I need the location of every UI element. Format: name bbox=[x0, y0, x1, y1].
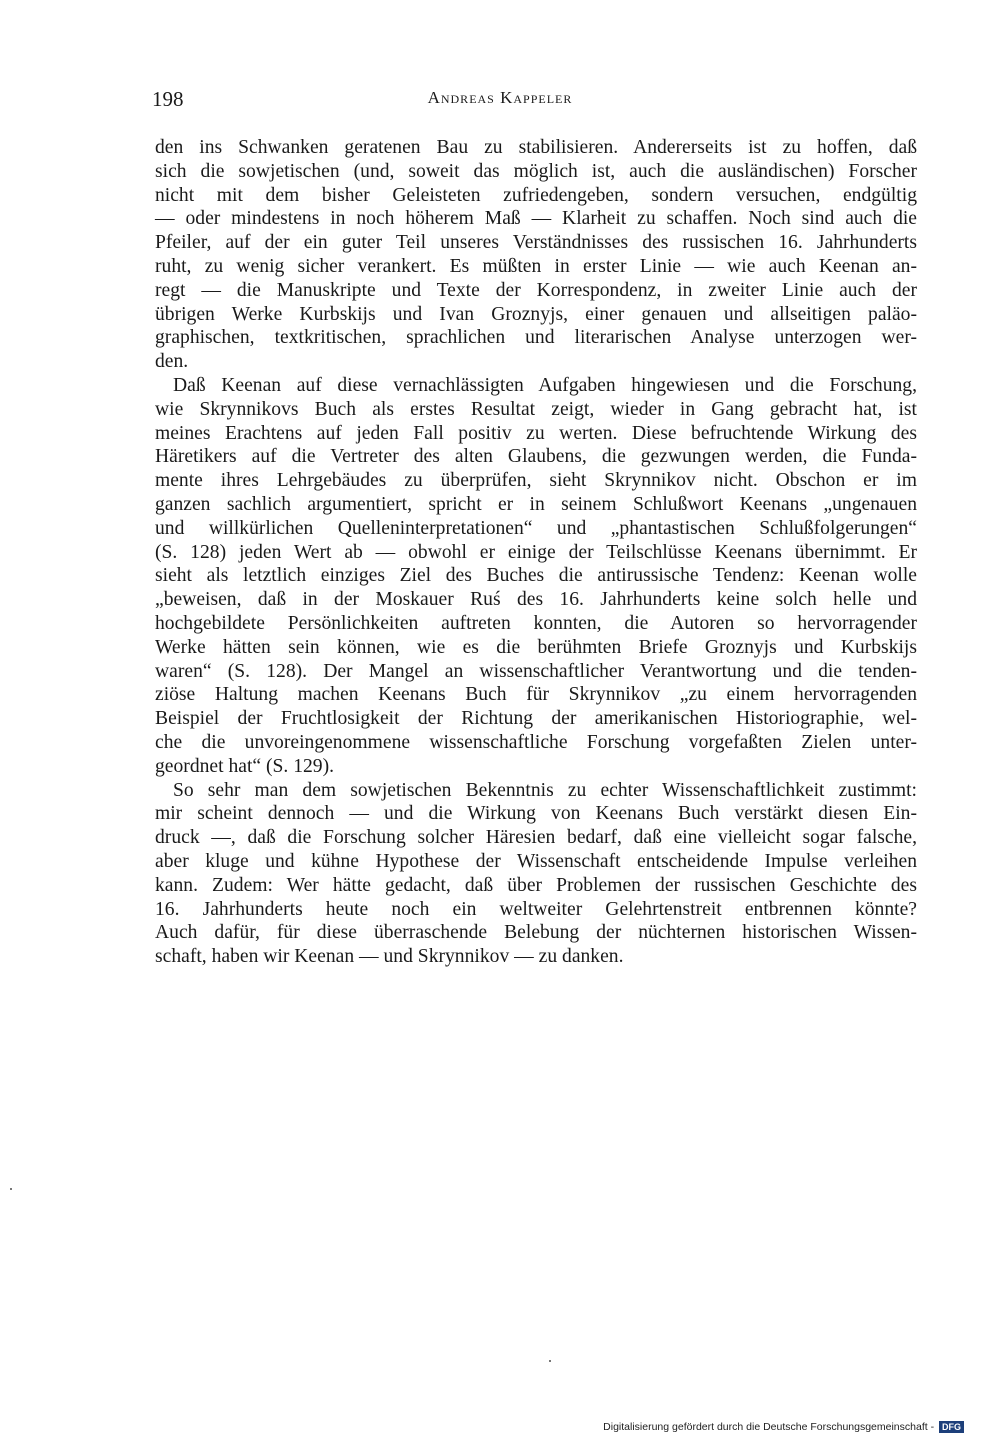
text-line: und willkürlichen Quelleninterpretationen“ und „phantastischen Schlußfolgerungen“ bbox=[155, 517, 917, 539]
text-line: übrigen Werke Kurbskijs und Ivan Groznyjs, einer genauen und allseitigen paläo- bbox=[155, 303, 917, 325]
dfg-logo: DFG bbox=[939, 1421, 964, 1433]
text-line: Daß Keenan auf diese vernachlässigten Aufgaben hingewiesen und die Forschung, bbox=[173, 374, 917, 396]
text-line: ziöse Haltung machen Keenans Buch für Skrynnikov „zu einem hervorragenden bbox=[155, 684, 917, 706]
text-line: nicht mit dem bisher Geleisteten zufriedengeben, sondern versuchen, endgültig bbox=[155, 184, 917, 206]
text-line: ruht, zu wenig sicher verankert. Es müßten in erster Linie — wie auch Keenan an- bbox=[155, 255, 917, 277]
text-line: Auch dafür, für diese überraschende Belebung der nüchternen historischen Wissen- bbox=[155, 922, 917, 944]
text-line: sieht als letztlich einziges Ziel des Buches die antirussische Tendenz: Keenan wolle bbox=[155, 565, 917, 587]
text-line: hochgebildete Persönlichkeiten auftreten konnten, die Autoren so hervorragender bbox=[155, 612, 917, 634]
text-line: graphischen, textkritischen, sprachlichen und literarischen Analyse unterzogen wer- bbox=[155, 327, 917, 349]
digitization-credit bbox=[603, 1421, 964, 1433]
text-line: den ins Schwanken geratenen Bau zu stabilisieren. Andererseits ist zu hoffen, daß bbox=[155, 137, 917, 158]
text-line: — oder mindestens in noch höherem Maß — Klarheit zu schaffen. Noch sind auch die bbox=[155, 208, 917, 230]
text-line: 16. Jahrhunderts heute noch ein weltweiter Gelehrtenstreit entbrennen könnte? bbox=[155, 898, 917, 920]
text-line: sich die sowjetischen (und, soweit das möglich ist, auch die ausländischen) Forscher bbox=[155, 160, 917, 182]
digitization-credit-text: Digitalisierung gefördert durch die Deutsche Forschungsgemeinschaft - bbox=[603, 1421, 935, 1433]
scan-speck bbox=[10, 1188, 12, 1190]
text-line: regt — die Manuskripte und Texte der Korrespondenz, in zweiter Linie auch der bbox=[155, 279, 917, 301]
text-line: So sehr man dem sowjetischen Bekenntnis zu echter Wissenschaftlichkeit zustimmt: bbox=[173, 779, 917, 801]
text-line: Häretikers auf die Vertreter des alten Glaubens, die gezwungen werden, die Funda- bbox=[155, 446, 917, 468]
text-line: den. bbox=[155, 351, 189, 373]
text-line: ganzen sachlich argumentiert, spricht er in seinem Schlußwort Keenans „ungenauen bbox=[155, 493, 917, 515]
text-line: (S. 128) jeden Wert ab — obwohl er einige der Teilschlüsse Keenans übernimmt. Er bbox=[155, 541, 917, 563]
text-line: meines Erachtens auf jeden Fall positiv zu werten. Diese befruchtende Wirkung des bbox=[155, 422, 917, 444]
text-line: che die unvoreingenommene wissenschaftliche Forschung vorgefaßten Zielen unter- bbox=[155, 731, 917, 753]
running-head: Andreas Kappeler bbox=[427, 88, 573, 107]
paragraph bbox=[155, 374, 917, 779]
text-line: „beweisen, daß in der Moskauer Ruś des 16. Jahrhunderts keine solch helle und bbox=[155, 589, 917, 611]
body-text bbox=[155, 136, 917, 969]
text-line: schaft, haben wir Keenan — und Skrynnikov — zu danken. bbox=[155, 946, 624, 968]
text-line: geordnet hat“ (S. 129). bbox=[155, 755, 335, 777]
scan-speck bbox=[549, 1360, 551, 1362]
paragraph bbox=[155, 136, 917, 374]
text-line: aber kluge und kühne Hypothese der Wissenschaft entscheidende Impulse verleihen bbox=[155, 850, 917, 872]
text-line: kann. Zudem: Wer hätte gedacht, daß über Problemen der russischen Geschichte des bbox=[155, 874, 917, 896]
paragraph bbox=[155, 779, 917, 969]
page-number: 198 bbox=[152, 87, 184, 111]
text-line: mir scheint dennoch — und die Wirkung von Keenans Buch verstärkt diesen Ein- bbox=[155, 803, 917, 825]
text-line: druck —, daß die Forschung solcher Häresien bedarf, daß eine vielleicht sogar falsche, bbox=[155, 827, 917, 849]
text-line: wie Skrynnikovs Buch als erstes Resultat zeigt, wieder in Gang gebracht hat, ist bbox=[155, 398, 917, 420]
text-line: Beispiel der Fruchtlosigkeit der Richtung der amerikanischen Historiographie, wel- bbox=[155, 708, 917, 730]
text-line: mente ihres Lehrgebäudes zu überprüfen, sieht Skrynnikov nicht. Obschon er im bbox=[155, 470, 917, 492]
text-line: Werke hätten sein können, wie es die berühmten Briefe Groznyjs und Kurbskijs bbox=[155, 636, 917, 658]
text-line: waren“ (S. 128). Der Mangel an wissenschaftlicher Verantwortung und die tenden- bbox=[155, 660, 917, 682]
text-line: Pfeiler, auf der ein guter Teil unseres Verständnisses des russischen 16. Jahrhunderts bbox=[155, 232, 917, 254]
